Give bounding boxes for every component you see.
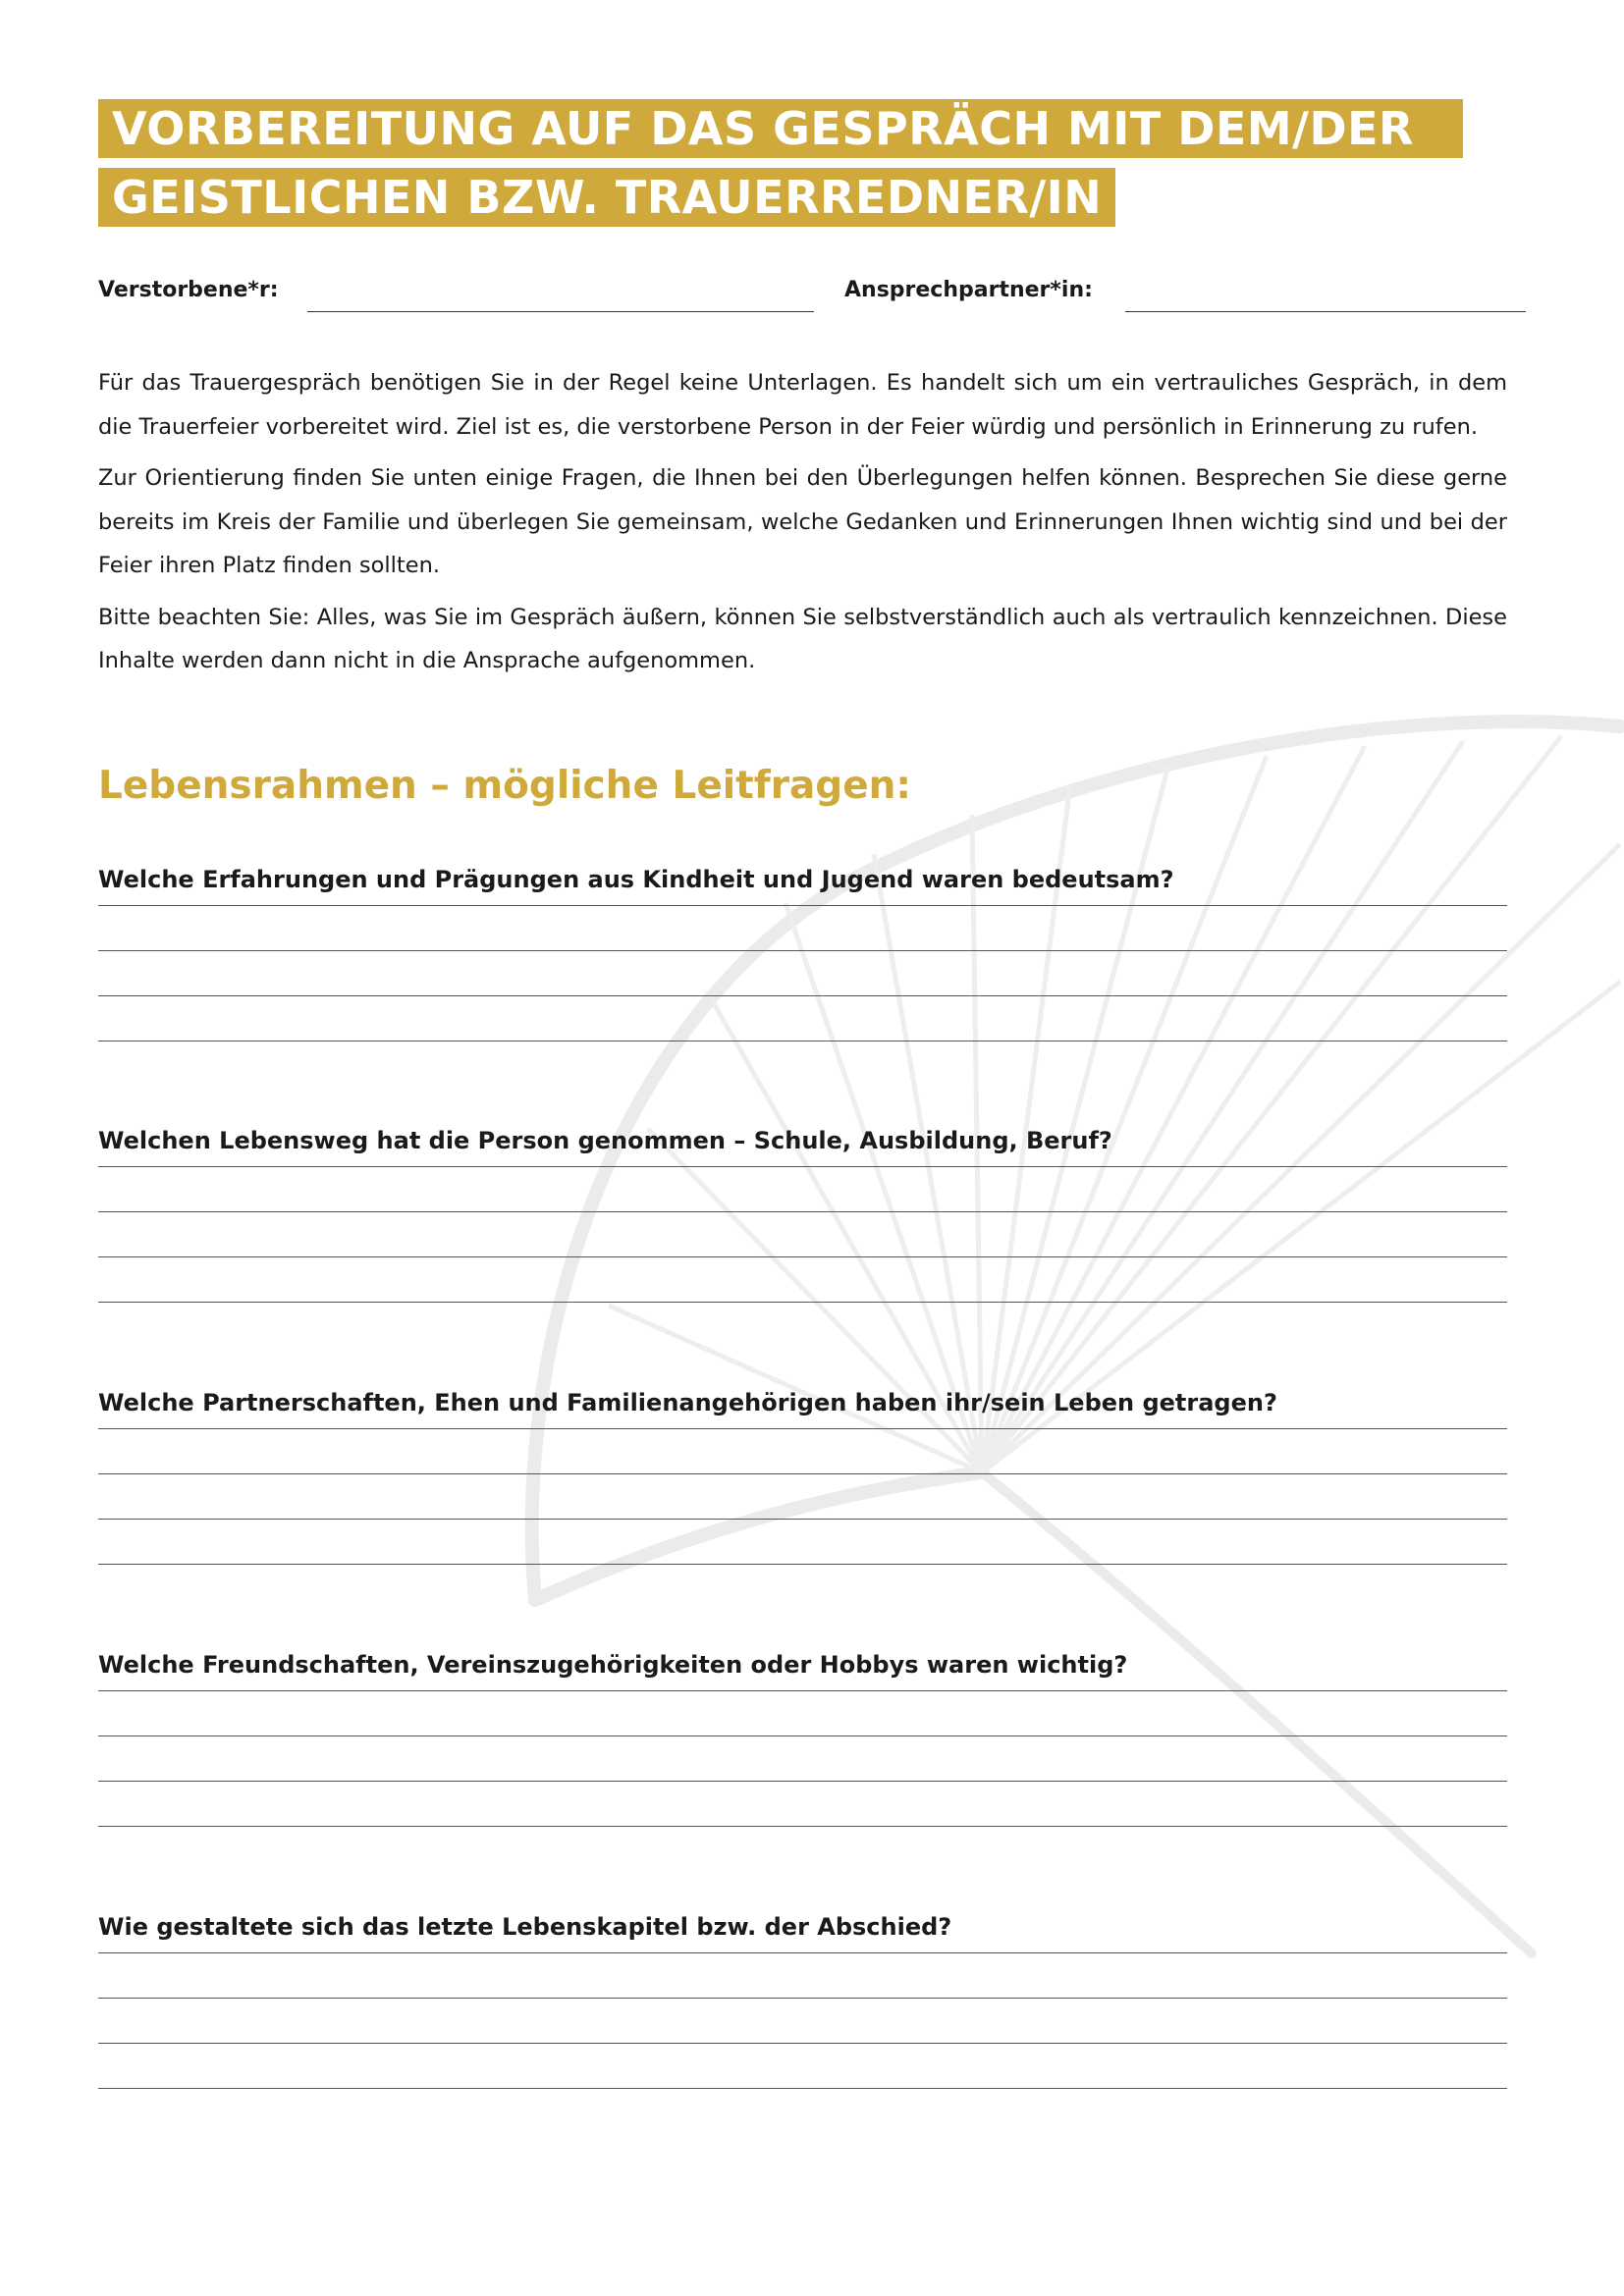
answer-line[interactable]: [98, 1781, 1507, 1826]
question-text: Welchen Lebensweg hat die Person genommen – Schule, Ausbildung, Beruf?: [98, 1127, 1112, 1154]
deceased-label: Verstorbene*r:: [98, 278, 279, 302]
contact-person-label: Ansprechpartner*in:: [844, 278, 1093, 302]
question-text: Welche Partnerschaften, Ehen und Familienangehörigen haben ihr/sein Leben getragen?: [98, 1389, 1277, 1416]
answer-line[interactable]: [98, 995, 1507, 1041]
question-text: Welche Erfahrungen und Prägungen aus Kindheit und Jugend waren bedeutsam?: [98, 866, 1174, 893]
intro-paragraph: Zur Orientierung finden Sie unten einige Fragen, die Ihnen bei den Überlegungen helfen können. Besprechen Sie diese gerne bereits im Kreis der Familie und überlegen Sie gemeinsam, welche Gedanken und Erinnerungen Ihnen wichtig sind und bei der Feier ihren Platz finden sollten.: [98, 465, 1507, 578]
intro-paragraph: Für das Trauergespräch benötigen Sie in der Regel keine Unterlagen. Es handelt sich um ein vertrauliches Gespräch, in dem die Trauerfeier vorbereitet wird. Ziel ist es, die verstorbene Person in der Feier würdig und persönlich in Erinnerung zu rufen.: [98, 370, 1507, 440]
answer-line[interactable]: [98, 1256, 1507, 1302]
question-block: [98, 1389, 1507, 1609]
answer-line[interactable]: [98, 1302, 1507, 1347]
question-block: [98, 866, 1507, 1086]
answer-line[interactable]: [98, 2043, 1507, 2088]
question-text: Wie gestaltete sich das letzte Lebenskapitel bzw. der Abschied?: [98, 1913, 952, 1941]
answer-line[interactable]: [98, 1564, 1507, 1609]
answer-line[interactable]: [98, 1690, 1507, 1735]
answer-line[interactable]: [98, 1735, 1507, 1781]
answer-line[interactable]: [98, 1041, 1507, 1086]
deceased-field[interactable]: [307, 311, 814, 312]
answer-line[interactable]: [98, 1826, 1507, 1871]
answer-line[interactable]: [98, 950, 1507, 995]
contact-person-field[interactable]: [1125, 311, 1526, 312]
answer-line[interactable]: [98, 1473, 1507, 1519]
answer-line[interactable]: [98, 1166, 1507, 1211]
answer-line[interactable]: [98, 1519, 1507, 1564]
answer-line[interactable]: [98, 1211, 1507, 1256]
question-block: [98, 1913, 1507, 2133]
answer-line[interactable]: [98, 2088, 1507, 2133]
page-title-line-2: GEISTLICHEN BZW. TRAUERREDNER/IN: [98, 168, 1115, 227]
answer-line[interactable]: [98, 1998, 1507, 2043]
answer-line[interactable]: [98, 905, 1507, 950]
intro-text: [98, 361, 1507, 691]
answer-line[interactable]: [98, 1952, 1507, 1998]
question-block: [98, 1127, 1507, 1347]
section-heading: Lebensrahmen – mögliche Leitfragen:: [98, 764, 912, 808]
answer-line[interactable]: [98, 1428, 1507, 1473]
question-block: [98, 1651, 1507, 1871]
page-title-line-1: VORBEREITUNG AUF DAS GESPRÄCH MIT DEM/DER: [98, 99, 1463, 158]
question-text: Welche Freundschaften, Vereinszugehörigkeiten oder Hobbys waren wichtig?: [98, 1651, 1128, 1679]
intro-paragraph: Bitte beachten Sie: Alles, was Sie im Gespräch äußern, können Sie selbstverständlich auch als vertraulich kennzeichnen. Diese Inhalte werden dann nicht in die Ansprache aufgenommen.: [98, 604, 1507, 673]
